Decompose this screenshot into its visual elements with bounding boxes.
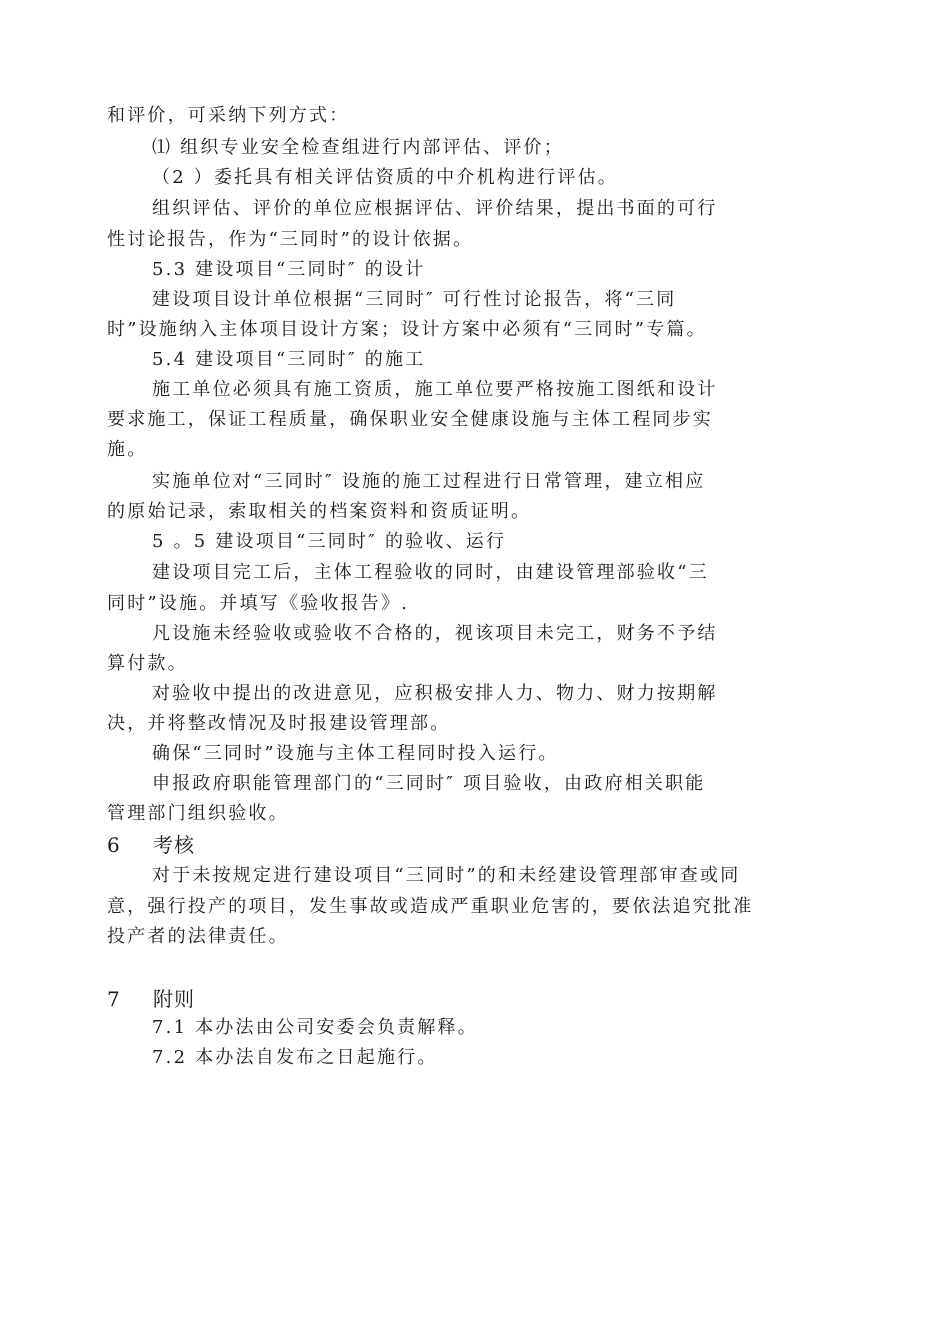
text-line: 组织评估、评价的单位应根据评估、评价结果，提出书面的可行 [152,198,718,219]
section-number: 7 [107,987,121,1011]
subsection-heading: 5.3 建设项目“三同时″ 的设计 [152,259,426,280]
text-line: 管理部门组织验收。 [107,803,289,824]
subsection-heading: 5.4 建设项目“三同时″ 的施工 [152,349,426,370]
text-line: 意，强行投产的项目，发生事故或造成严重职业危害的，要依法追究批准 [107,896,754,917]
text-line: 7.1 本办法由公司安委会负责解释。 [152,1017,478,1038]
section-heading-6 [107,832,195,858]
text-line: 性讨论报告，作为“三同时”的设计依据。 [107,229,474,250]
text-line: 施工单位必须具有施工资质，施工单位要严格按施工图纸和设计 [152,379,718,400]
text-line: 建设项目设计单位根据“三同时″ 可行性讨论报告，将“三同 [152,289,677,310]
text-line: 申报政府职能管理部门的“三同时″ 项目验收，由政府相关职能 [152,773,706,794]
text-line: 要求施工，保证工程质量，确保职业安全健康设施与主体工程同步实 [107,409,713,430]
section-title: 附则 [153,987,195,1011]
text-line: 同时”设施。并填写《验收报告》. [107,593,410,614]
section-number: 6 [107,833,121,857]
text-line: 确保“三同时”设施与主体工程同时投入运行。 [152,743,559,764]
text-line: 对验收中提出的改进意见，应积极安排人力、物力、财力按期解 [152,683,718,704]
text-line: 的原始记录，索取相关的档案资料和资质证明。 [107,501,532,522]
text-line: 凡设施未经验收或验收不合格的，视该项目未完工，财务不予结 [152,623,718,644]
text-line: 投产者的法律责任。 [107,926,289,947]
text-line: 时”设施纳入主体项目设计方案；设计方案中必须有“三同时”专篇。 [107,319,707,340]
text-line: 7.2 本办法自发布之日起施行。 [152,1047,438,1068]
text-line: 施。 [107,439,148,460]
text-line: 算付款。 [107,653,188,674]
text-line: 决，并将整改情况及时报建设管理部。 [107,713,451,734]
text-line: （2 ）委托具有相关评估资质的中介机构进行评估。 [152,167,618,188]
text-line: 建设项目完工后，主体工程验收的同时，由建设管理部验收“三 [152,562,709,583]
section-heading-7 [107,986,195,1012]
section-title: 考核 [153,833,195,857]
text-line: 对于未按规定进行建设项目“三同时”的和未经建设管理部审查或同 [152,865,741,886]
text-line: 实施单位对“三同时″ 设施的施工过程进行日常管理，建立相应 [152,471,706,492]
text-line: 和评价，可采纳下列方式： [107,105,350,126]
text-line: ⑴ 组织专业安全检查组进行内部评估、评价； [152,137,564,158]
subsection-heading: 5 。5 建设项目“三同时″ 的验收、运行 [152,531,507,552]
